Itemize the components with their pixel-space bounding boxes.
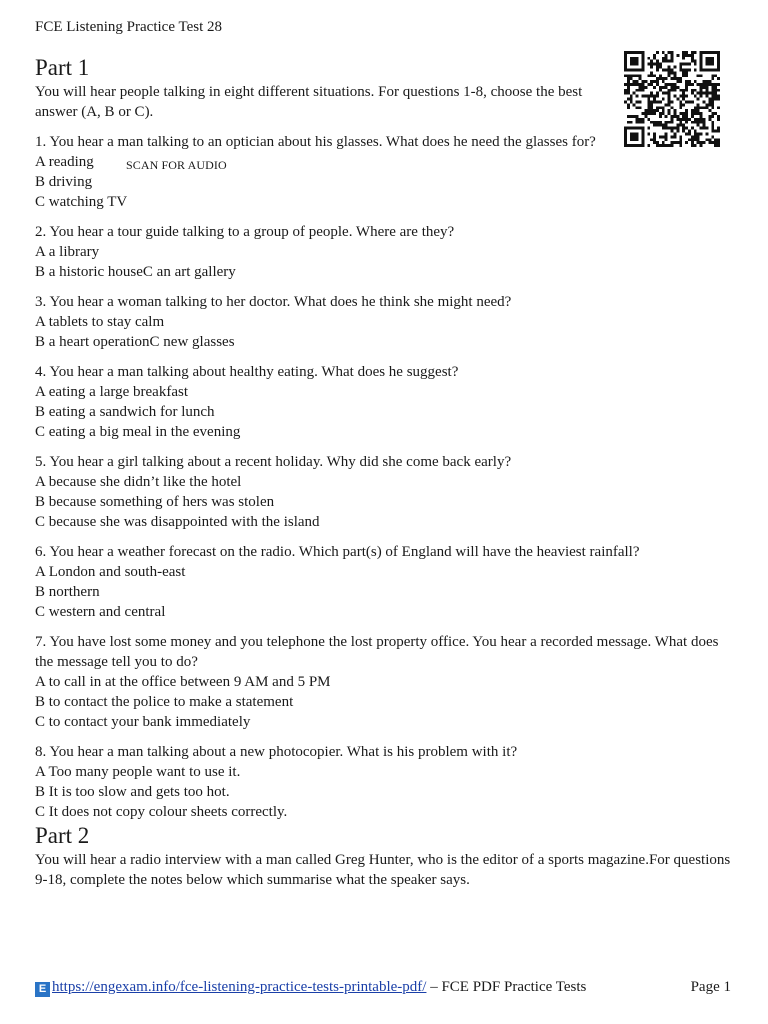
engexam-logo-icon: E [35, 982, 50, 997]
answer-option: A to call in at the office between 9 AM and 5 PM [35, 674, 331, 690]
answer-option: B driving [35, 174, 93, 190]
answer-option: B a historic houseC an art gallery [35, 264, 236, 280]
part1-heading: Part 1 [35, 55, 90, 80]
answer-option: C watching TV [35, 194, 128, 210]
answer-option: B a heart operationC new glasses [35, 334, 235, 350]
question-text: 4. You hear a man talking about healthy eating. What does he suggest? [35, 364, 459, 380]
part2-instructions: You will hear a radio interview with a man called Greg Hunter, who is the editor of a sports magazine.For questions 9-18, complete the notes below which summarise what the speaker says. [35, 852, 731, 888]
page-header-title: FCE Listening Practice Test 28 [35, 19, 222, 35]
answer-option: B It is too slow and gets too hot. [35, 784, 230, 800]
answer-option: A Too many people want to use it. [35, 764, 241, 780]
footer-link[interactable]: https://engexam.info/fce-listening-practice-tests-printable-pdf/ [52, 979, 427, 995]
question-text: 8. You hear a man talking about a new photocopier. What is his problem with it? [35, 744, 518, 760]
answer-option: A tablets to stay calm [35, 314, 165, 330]
document-body [35, 54, 735, 890]
question-list [35, 132, 735, 822]
answer-option: C It does not copy colour sheets correctly. [35, 804, 288, 820]
answer-option: B to contact the police to make a statement [35, 694, 294, 710]
question-block [35, 452, 735, 532]
page-footer [35, 978, 731, 997]
answer-option: A eating a large breakfast [35, 384, 188, 400]
qr-caption: SCAN FOR AUDIO [126, 158, 227, 172]
question-text: 2. You hear a tour guide talking to a group of people. Where are they? [35, 224, 455, 240]
question-text: 1. You hear a man talking to an optician about his glasses. What does he need the glasses for? [35, 134, 596, 150]
part1-instructions: You will hear people talking in eight different situations. For questions 1-8, choose the best answer (A, B or C). [35, 84, 583, 120]
answer-option: A London and south-east [35, 564, 186, 580]
answer-option: A because she didn’t like the hotel [35, 474, 242, 490]
question-block [35, 632, 735, 732]
answer-option: B eating a sandwich for lunch [35, 404, 215, 420]
answer-option: C because she was disappointed with the island [35, 514, 320, 530]
answer-option: B northern [35, 584, 100, 600]
page-number: Page 1 [690, 979, 731, 995]
question-block [35, 742, 735, 822]
question-text: 6. You hear a weather forecast on the radio. Which part(s) of England will have the heaviest rainfall? [35, 544, 640, 560]
answer-option: B because something of hers was stolen [35, 494, 275, 510]
question-block [35, 222, 735, 282]
question-block [35, 362, 735, 442]
question-text: 7. You have lost some money and you telephone the lost property office. You hear a recorded message. What does the message tell you to do? [35, 634, 719, 670]
question-block [35, 542, 735, 622]
answer-option: A a library [35, 244, 100, 260]
question-block [35, 132, 735, 212]
part2-heading: Part 2 [35, 823, 90, 848]
answer-option: A reading [35, 154, 94, 170]
question-text: 3. You hear a woman talking to her doctor. What does he think she might need? [35, 294, 512, 310]
answer-option: C western and central [35, 604, 166, 620]
answer-option: C to contact your bank immediately [35, 714, 251, 730]
question-text: 5. You hear a girl talking about a recent holiday. Why did she come back early? [35, 454, 512, 470]
answer-option: C eating a big meal in the evening [35, 424, 241, 440]
question-block [35, 292, 735, 352]
footer-suffix: – FCE PDF Practice Tests [426, 979, 587, 995]
